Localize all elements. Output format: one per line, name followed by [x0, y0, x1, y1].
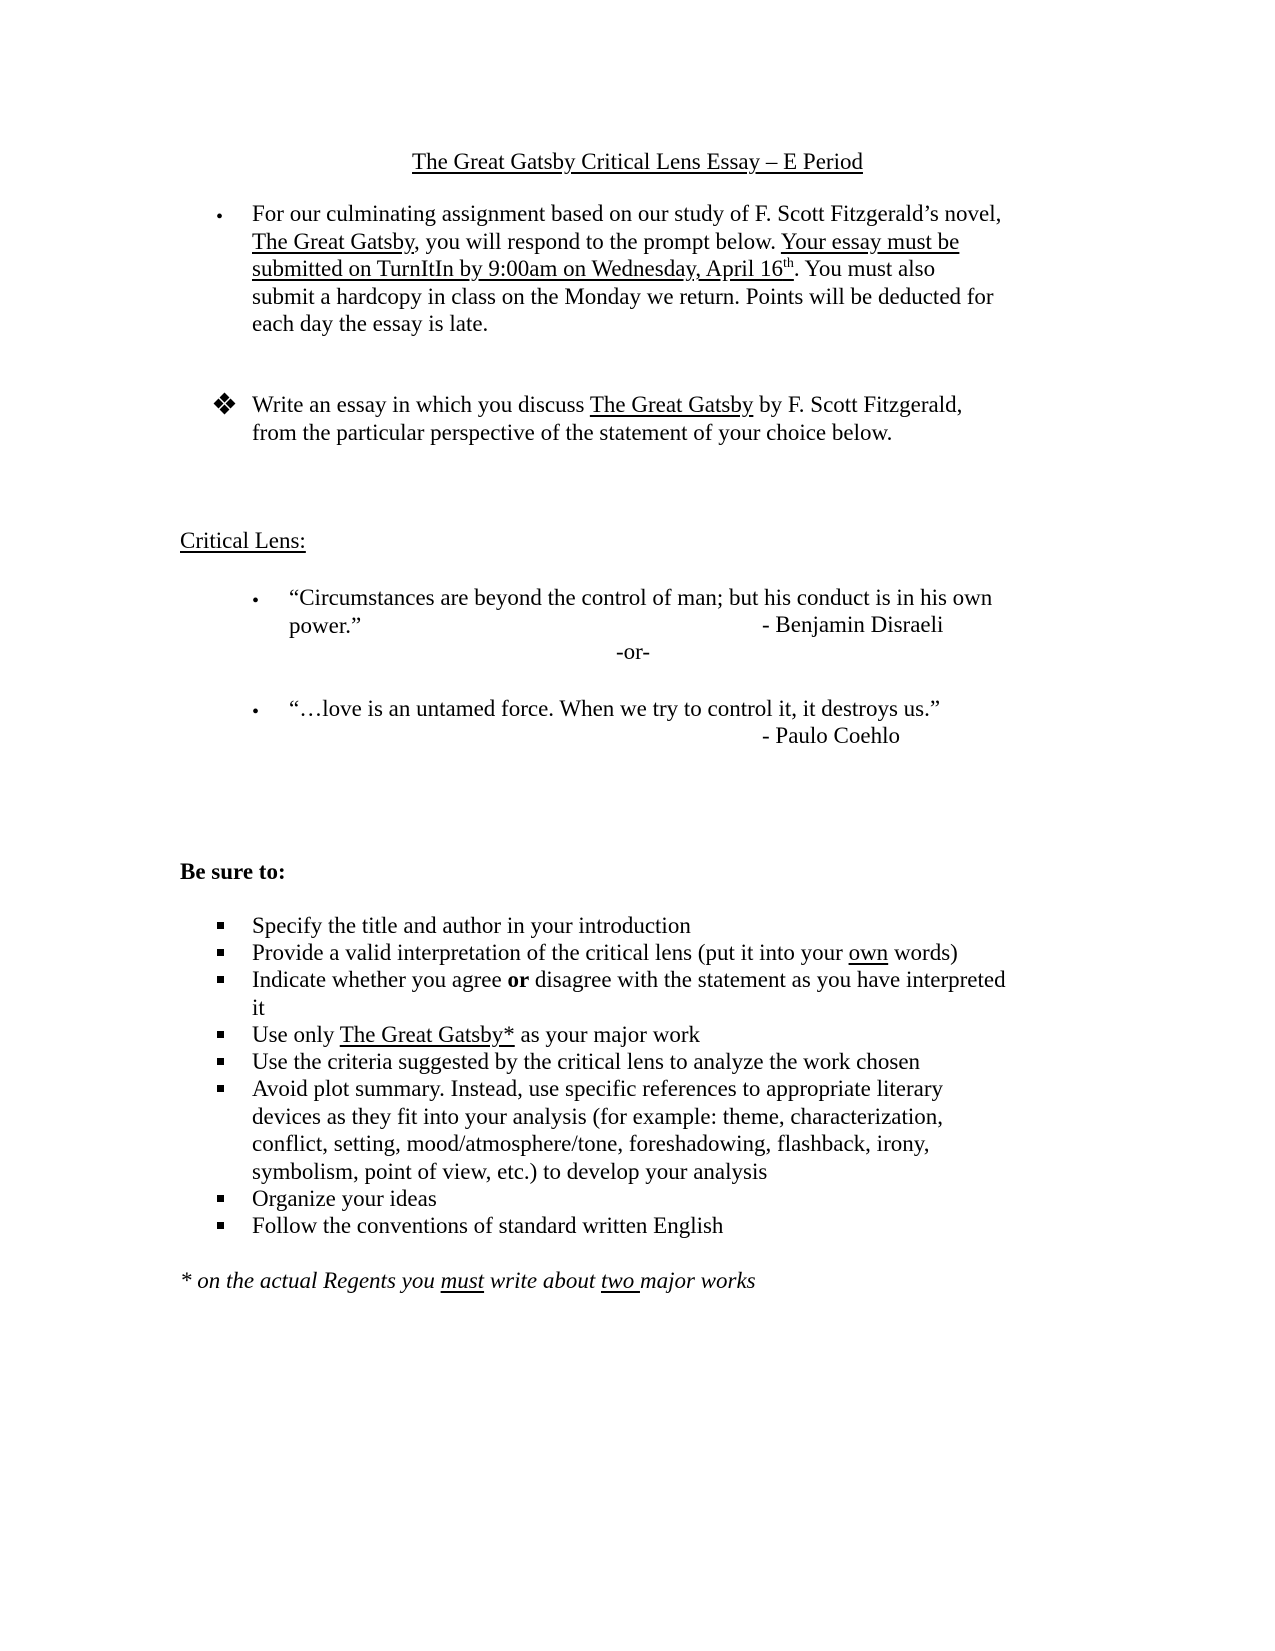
- deadline-text: [252, 256, 794, 281]
- item-emphasis: own: [848, 940, 889, 965]
- checklist-item: Organize your ideas: [252, 1186, 437, 1211]
- prompt-line: from the particular perspective of the statement of your choice below.: [252, 419, 893, 445]
- prompt-paragraph: [252, 391, 1052, 446]
- intro-line: [252, 228, 1052, 256]
- square-bullet-icon: [217, 1222, 224, 1229]
- lens-heading: [180, 527, 306, 555]
- checklist-heading: Be sure to:: [180, 859, 286, 884]
- item-text: words): [888, 940, 958, 965]
- bullet-dot-icon: •: [252, 701, 260, 723]
- intro-line: For our culminating assignment based on our study of F. Scott Fitzgerald’s novel,: [252, 201, 1002, 226]
- item-line: conflict, setting, mood/atmosphere/tone, foreshadowing, flashback, irony,: [252, 1131, 930, 1156]
- square-bullet-icon: [217, 1085, 224, 1092]
- item-line: [252, 966, 1052, 994]
- deadline-sup: th: [782, 256, 794, 271]
- intro-paragraph: [252, 200, 1052, 338]
- footnote-emphasis: must: [440, 1268, 485, 1293]
- footnote-text: major works: [639, 1268, 756, 1293]
- item-text: Provide a valid interpretation of the critical lens (put it into your: [252, 940, 849, 965]
- square-bullet-icon: [217, 922, 224, 929]
- intro-text: , you will respond to the prompt below.: [414, 228, 781, 254]
- prompt-text: by F. Scott Fitzgerald,: [753, 392, 963, 417]
- intro-line: each day the essay is late.: [252, 311, 489, 336]
- quote-author: - Paulo Coehlo: [762, 723, 900, 748]
- footnote-emphasis: two: [600, 1268, 640, 1293]
- item-text: as your major work: [514, 1022, 700, 1047]
- item-line: devices as they fit into your analysis (for example: theme, characterization,: [252, 1103, 944, 1129]
- prompt-line: [252, 391, 1052, 419]
- checklist-item: Specify the title and author in your introduction: [252, 913, 691, 938]
- quote-line: power.”: [289, 612, 362, 638]
- intro-line: submit a hardcopy in class on the Monday we return. Points will be deducted for: [252, 283, 994, 309]
- item-text: disagree with the statement as you have interpreted: [529, 967, 1006, 992]
- deadline-date: submitted on TurnItIn by 9:00am on Wednesday, April 16: [252, 256, 783, 281]
- checklist-item: Use the criteria suggested by the critical lens to analyze the work chosen: [252, 1049, 921, 1074]
- bullet-dot-icon: •: [252, 590, 260, 612]
- prompt-text: Write an essay in which you discuss: [252, 392, 590, 417]
- quote-author: - Benjamin Disraeli: [762, 612, 944, 637]
- checklist-item: [252, 939, 958, 967]
- item-line: Avoid plot summary. Instead, use specific references to appropriate literary: [252, 1076, 944, 1101]
- intro-line: [252, 255, 1052, 283]
- book-title: The Great Gatsby: [252, 228, 414, 254]
- checklist-item: [252, 966, 1052, 1021]
- item-text: Indicate whether you agree: [252, 967, 508, 992]
- footnote-text: write about: [484, 1268, 601, 1293]
- item-text: Use only: [252, 1022, 340, 1047]
- title-text: The Great Gatsby Critical Lens Essay – E Period: [412, 149, 863, 174]
- checklist-item: [252, 1075, 1052, 1185]
- square-bullet-icon: [217, 1031, 224, 1038]
- square-bullet-icon: [217, 1058, 224, 1065]
- item-emphasis: or: [507, 967, 530, 992]
- diamond-bullet-icon: [214, 394, 236, 416]
- checklist-item: [252, 1021, 700, 1049]
- square-bullet-icon: [217, 949, 224, 956]
- item-line: it: [252, 994, 265, 1020]
- footnote: [180, 1267, 756, 1295]
- square-bullet-icon: [217, 976, 224, 983]
- checklist-item: Follow the conventions of standard written English: [252, 1213, 724, 1238]
- book-title: The Great Gatsby: [589, 392, 754, 417]
- footnote-text: * on the actual Regents you: [180, 1268, 441, 1293]
- lens-heading-text: Critical Lens:: [180, 528, 306, 553]
- quote-line: “Circumstances are beyond the control of man; but his conduct is in his own: [289, 585, 993, 610]
- book-title: The Great Gatsby*: [339, 1022, 515, 1047]
- deadline-text: Your essay must be: [780, 228, 960, 254]
- square-bullet-icon: [217, 1195, 224, 1202]
- bullet-dot-icon: •: [216, 206, 224, 228]
- or-separator: -or-: [616, 639, 651, 664]
- quote-line: “…love is an untamed force. When we try to control it, it destroys us.”: [289, 696, 941, 721]
- item-line: symbolism, point of view, etc.) to develop your analysis: [252, 1158, 768, 1184]
- quote-coehlo: [289, 695, 1049, 723]
- intro-text: . You must also: [793, 256, 936, 281]
- page-title: [0, 148, 1275, 176]
